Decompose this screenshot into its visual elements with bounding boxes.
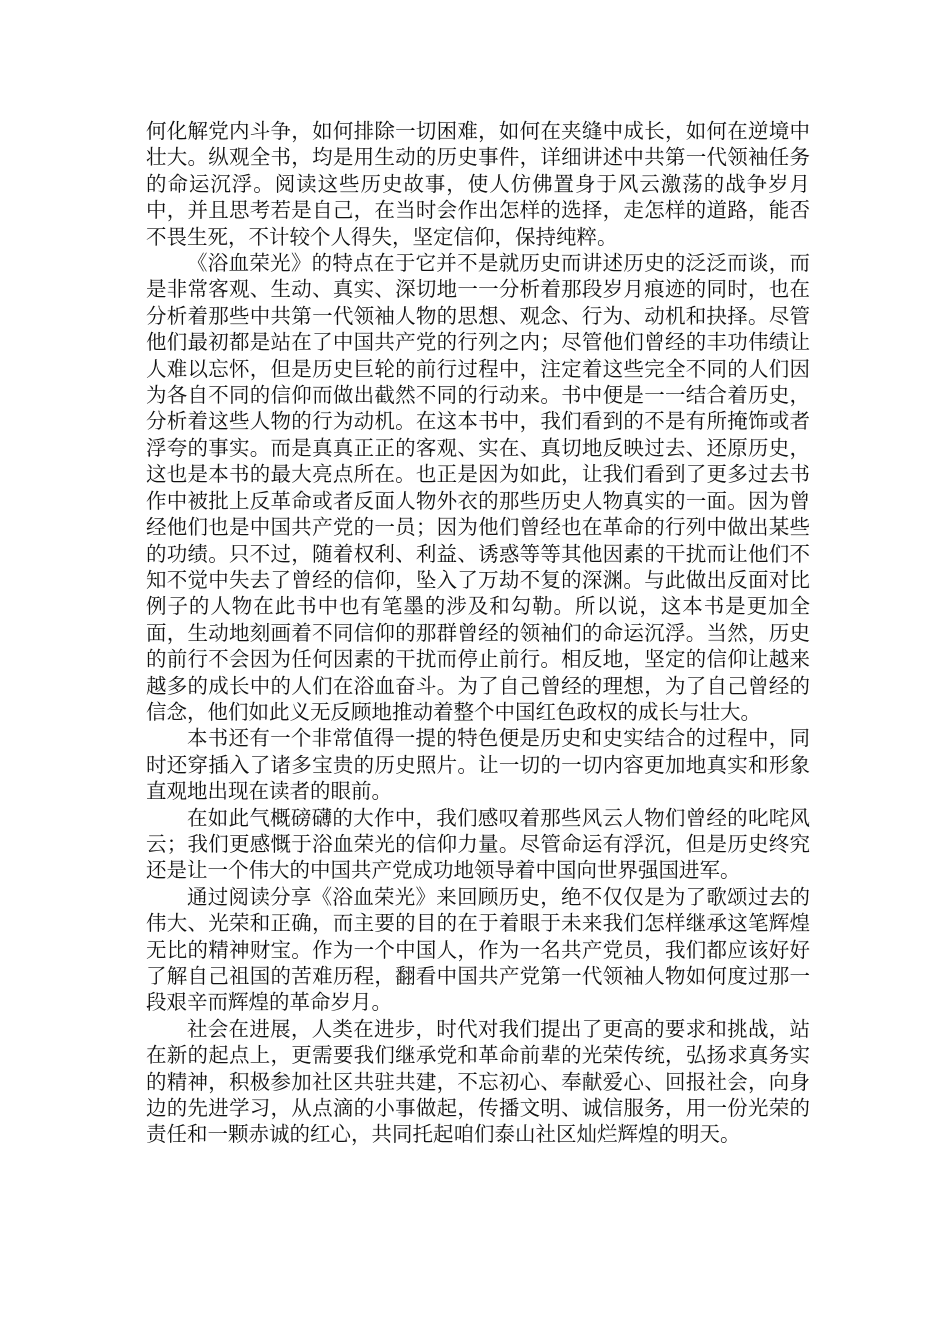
paragraph-6: 社会在进展，人类在进步，时代对我们提出了更高的要求和挑战，站在新的起点上，更需要我们继承党和革命前辈的光荣传统，弘扬求真务实的精神，积极参加社区共驻共建，不忘初心、奉献爱心、回报社会，向身边的先进学习，从点滴的小事做起，传播文明、诚信服务，用一份光荣的责任和一颗赤诚的红心，共同托起咱们泰山社区灿烂辉煌的明天。: [146, 1016, 810, 1147]
paragraph-5: 通过阅读分享《浴血荣光》来回顾历史，绝不仅仅是为了歌颂过去的伟大、光荣和正确，而主要的目的在于着眼于未来我们怎样继承这笔辉煌无比的精神财宝。作为一个中国人，作为一名共产党员，我们都应该好好了解自己祖国的苦难历程，翻看中国共产党第一代领袖人物如何度过那一段艰辛而辉煌的革命岁月。: [146, 884, 810, 1015]
paragraph-4: 在如此气概磅礴的大作中，我们感叹着那些风云人物们曾经的叱咤风云；我们更感慨于浴血荣光的信仰力量。尽管命运有浮沉，但是历史终究还是让一个伟大的中国共产党成功地领导着中国向世界强国进军。: [146, 805, 810, 883]
paragraph-3: 本书还有一个非常值得一提的特色便是历史和史实结合的过程中，同时还穿插入了诸多宝贵的历史照片。让一切的一切内容更加地真实和形象直观地出现在读者的眼前。: [146, 726, 810, 804]
paragraph-2: 《浴血荣光》的特点在于它并不是就历史而讲述历史的泛泛而谈，而是非常客观、生动、真实、深切地一一分析着那段岁月痕迹的同时，也在分析着那些中共第一代领袖人物的思想、观念、行为、动机和抉择。尽管他们最初都是站在了中国共产党的行列之内；尽管他们曾经的丰功伟绩让人难以忘怀，但是历史巨轮的前行过程中，注定着这些完全不同的人们因为各自不同的信仰而做出截然不同的行动来。书中便是一一结合着历史，分析着这些人物的行为动机。在这本书中，我们看到的不是有所掩饰或者浮夸的事实。而是真真正正的客观、实在、真切地反映过去、还原历史，这也是本书的最大亮点所在。也正是因为如此，让我们看到了更多过去书作中被批上反革命或者反面人物外衣的那些历史人物真实的一面。因为曾经他们也是中国共产党的一员；因为他们曾经也在革命的行列中做出某些的功绩。只不过，随着权利、利益、诱惑等等其他因素的干扰而让他们不知不觉中失去了曾经的信仰，坠入了万劫不复的深渊。与此做出反面对比例子的人物在此书中也有笔墨的涉及和勾勒。所以说，这本书是更加全面，生动地刻画着不同信仰的那群曾经的领袖们的命运沉浮。当然，历史的前行不会因为任何因素的干扰而停止前行。相反地，坚定的信仰让越来越多的成长中的人们在浴血奋斗。为了自己曾经的理想，为了自己曾经的信念，他们如此义无反顾地推动着整个中国红色政权的成长与壮大。: [146, 251, 810, 724]
document-body: [146, 118, 810, 1148]
paragraph-1: 何化解党内斗争，如何排除一切困难，如何在夹缝中成长，如何在逆境中壮大。纵观全书，均是用生动的历史事件，详细讲述中共第一代领袖任务的命运沉浮。阅读这些历史故事，使人仿佛置身于风云激荡的战争岁月中，并且思考若是自己，在当时会作出怎样的选择，走怎样的道路，能否不畏生死，不计较个人得失，坚定信仰，保持纯粹。: [146, 119, 810, 249]
